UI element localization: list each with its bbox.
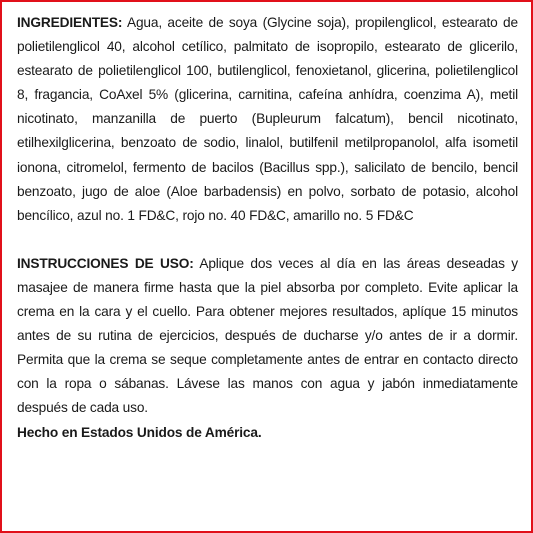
ingredients-label: INGREDIENTES: (17, 15, 123, 30)
instructions-text: Aplique dos veces al día en las áreas deseadas y masajee de manera firme hasta que la piel absorba por completo. Evite aplicar la crema en la cara y el cuello. Para obtener mejores resultados, aplíque 15 minutos antes de su rutina de ejercicios, después de ducharse y/o antes de ir a dormir. Permita que la crema se seque completamente antes de entrar en contacto directo con la ropa o sábanas. Lávese las manos con agua y jabón inmediatamente después de cada uso. (17, 255, 518, 416)
instructions-label: INSTRUCCIONES DE USO: (17, 255, 194, 271)
paragraph-spacer (17, 228, 518, 252)
origin-statement: Hecho en Estados Unidos de América. (17, 424, 262, 440)
ingredients-text: Agua, aceite de soya (Glycine soja), propilenglicol, estearato de polietilenglicol 40, alcohol cetílico, palmitato de isopropilo, estearato de glicerilo, estearato de polietilenglicol 100, butilenglicol, fenoxietanol, glicerina, polietilenglicol 8, fragancia, CoAxel 5% (glicerina, carnitina, cafeína anhídra, coenzima A), metil nicotinato, manzanilla de puerto (Bupleurum falcatum), bencil nicotinato, etilhexilglicerina, benzoato de sodio, linalol, butilfenil metilpropanolol, alfa isometil ionona, citromelol, fermento de bacilos (Bacillus spp.), salicilato de bencilo, bencil benzoato, jugo de aloe (Aloe barbadensis) en polvo, sorbato de potasio, alcohol bencílico, azul no. 1 FD&C, rojo no. 40 FD&C, amarillo no. 5 FD&C (17, 15, 518, 223)
ingredients-paragraph (17, 11, 518, 228)
instructions-paragraph (17, 252, 518, 421)
